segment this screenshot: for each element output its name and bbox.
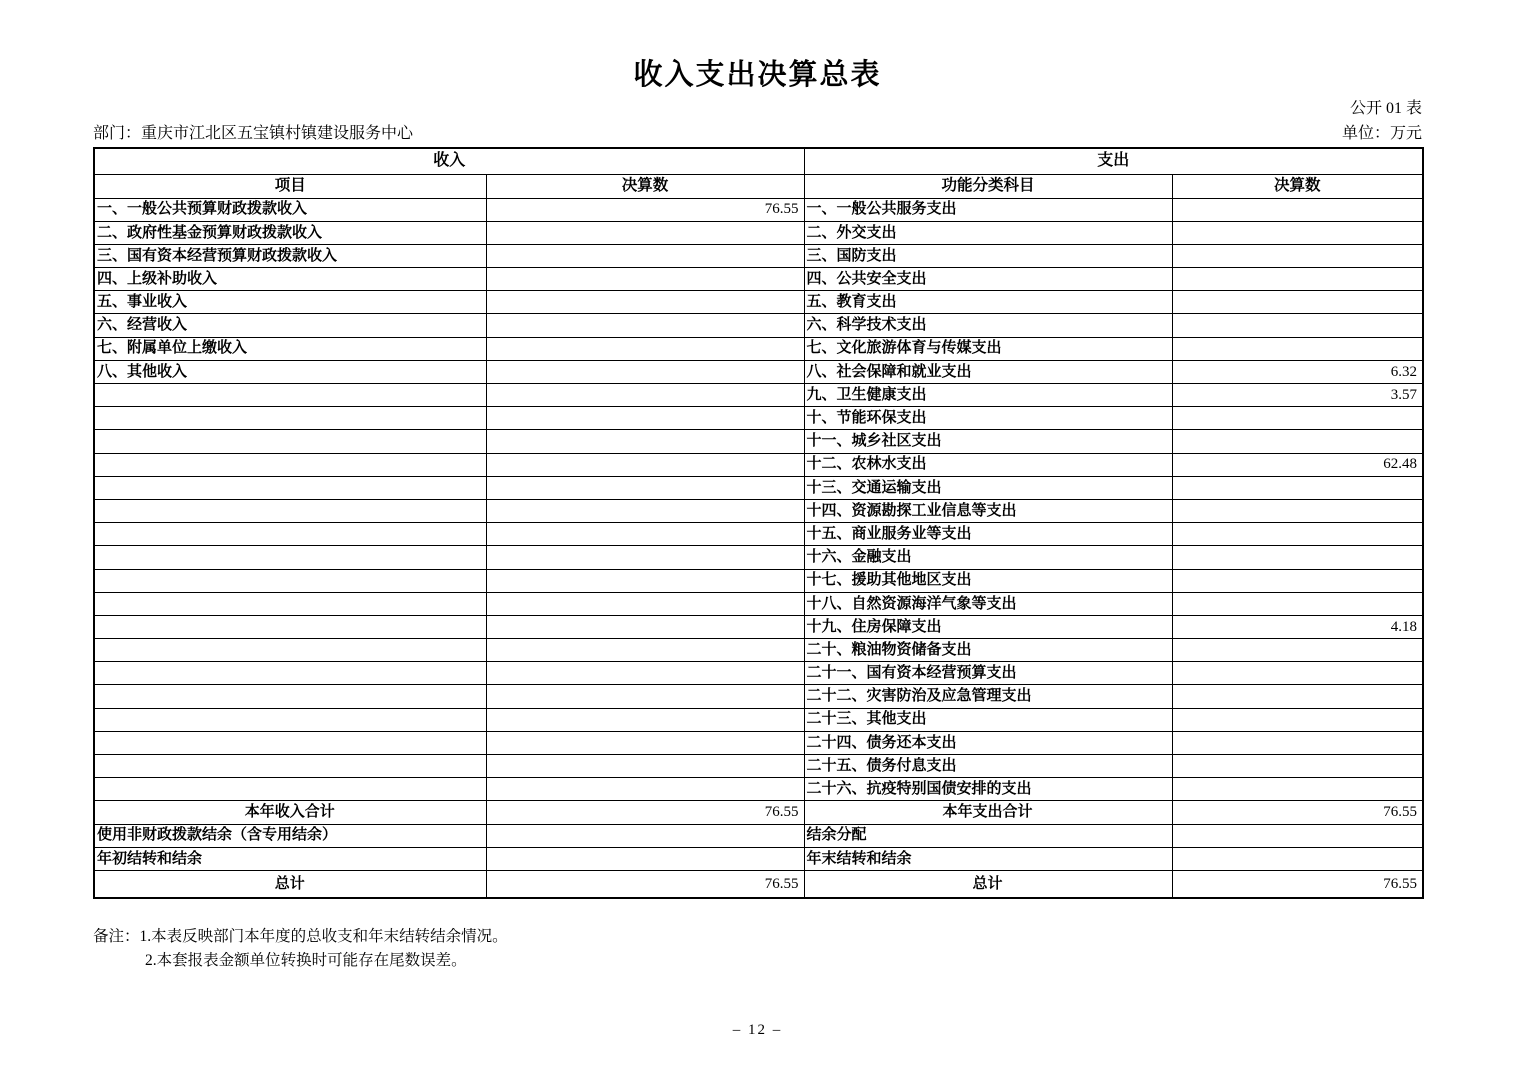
income-item-cell: 总计 xyxy=(94,870,486,898)
expense-value-cell xyxy=(1172,523,1423,546)
expense-value-cell xyxy=(1172,755,1423,778)
income-value-cell xyxy=(486,523,804,546)
table-row xyxy=(94,685,1423,708)
table-row xyxy=(94,453,1423,476)
expense-item-cell: 二十三、其他支出 xyxy=(804,708,1172,731)
table-row xyxy=(94,291,1423,314)
expense-value-cell xyxy=(1172,824,1423,847)
note-line xyxy=(93,925,508,949)
table-row xyxy=(94,337,1423,360)
income-value-cell xyxy=(486,639,804,662)
expense-value-cell xyxy=(1172,662,1423,685)
table-footer-row xyxy=(94,847,1423,870)
expense-value-cell xyxy=(1172,268,1423,291)
section-header-row xyxy=(94,148,1423,174)
table-row xyxy=(94,546,1423,569)
expense-value-cell: 6.32 xyxy=(1172,360,1423,383)
income-value-cell xyxy=(486,476,804,499)
income-value-cell xyxy=(486,615,804,638)
expense-item-cell: 十四、资源勘探工业信息等支出 xyxy=(804,499,1172,522)
table-row xyxy=(94,221,1423,244)
item-column-header: 项目 xyxy=(94,174,486,198)
income-amount-column-header: 决算数 xyxy=(486,174,804,198)
income-value-cell xyxy=(486,244,804,267)
note-text-1: 1.本表反映部门本年度的总收支和年末结转结余情况。 xyxy=(139,928,508,945)
income-item-cell xyxy=(94,384,486,407)
expense-value-cell: 62.48 xyxy=(1172,453,1423,476)
income-value-cell xyxy=(486,453,804,476)
expense-item-cell: 九、卫生健康支出 xyxy=(804,384,1172,407)
notes-block xyxy=(93,925,508,973)
column-header-row xyxy=(94,174,1423,198)
income-item-cell: 本年收入合计 xyxy=(94,801,486,824)
department-label: 部门：重庆市江北区五宝镇村镇建设服务中心 xyxy=(93,125,414,142)
income-value-cell xyxy=(486,407,804,430)
expense-item-cell: 十五、商业服务业等支出 xyxy=(804,523,1172,546)
expense-item-cell: 八、社会保障和就业支出 xyxy=(804,360,1172,383)
income-item-cell xyxy=(94,615,486,638)
expense-item-cell: 二十四、债务还本支出 xyxy=(804,731,1172,754)
table-row xyxy=(94,569,1423,592)
expense-item-cell: 十七、援助其他地区支出 xyxy=(804,569,1172,592)
expense-item-cell: 年末结转和结余 xyxy=(804,847,1172,870)
income-value-cell xyxy=(486,546,804,569)
table-body xyxy=(94,198,1423,898)
income-value-cell xyxy=(486,384,804,407)
income-value-cell xyxy=(486,592,804,615)
expense-value-cell xyxy=(1172,476,1423,499)
expense-value-cell xyxy=(1172,314,1423,337)
income-value-cell xyxy=(486,499,804,522)
income-item-cell xyxy=(94,546,486,569)
income-item-cell xyxy=(94,407,486,430)
expense-item-cell: 十三、交通运输支出 xyxy=(804,476,1172,499)
income-value-cell xyxy=(486,569,804,592)
table-row xyxy=(94,523,1423,546)
expense-value-cell: 4.18 xyxy=(1172,615,1423,638)
unit-label: 单位：万元 xyxy=(1341,125,1422,142)
budget-summary-table xyxy=(93,147,1424,899)
income-value-cell xyxy=(486,268,804,291)
expense-item-cell: 二十一、国有资本经营预算支出 xyxy=(804,662,1172,685)
income-value-cell xyxy=(486,291,804,314)
income-value-cell xyxy=(486,662,804,685)
income-item-cell xyxy=(94,476,486,499)
income-value-cell xyxy=(486,314,804,337)
page-title: 收入支出决算总表 xyxy=(633,59,882,91)
table-row xyxy=(94,268,1423,291)
expense-value-cell xyxy=(1172,847,1423,870)
expense-value-cell xyxy=(1172,407,1423,430)
income-item-cell xyxy=(94,731,486,754)
income-item-cell: 使用非财政拨款结余（含专用结余） xyxy=(94,824,486,847)
income-value-cell xyxy=(486,731,804,754)
expense-item-cell: 十二、农林水支出 xyxy=(804,453,1172,476)
income-value-cell: 76.55 xyxy=(486,198,804,221)
table-row xyxy=(94,430,1423,453)
page-number: – 12 – xyxy=(732,1022,783,1038)
expense-item-cell: 二十五、债务付息支出 xyxy=(804,755,1172,778)
income-item-cell: 六、经营收入 xyxy=(94,314,486,337)
expense-value-cell: 76.55 xyxy=(1172,801,1423,824)
expense-item-cell: 四、公共安全支出 xyxy=(804,268,1172,291)
table-row xyxy=(94,476,1423,499)
table-row xyxy=(94,755,1423,778)
table-row xyxy=(94,778,1423,801)
expense-item-cell: 二、外交支出 xyxy=(804,221,1172,244)
income-value-cell xyxy=(486,360,804,383)
table-footer-row xyxy=(94,801,1423,824)
table-row xyxy=(94,662,1423,685)
income-value-cell xyxy=(486,221,804,244)
expense-item-cell: 结余分配 xyxy=(804,824,1172,847)
expense-value-cell xyxy=(1172,778,1423,801)
expense-item-cell: 二十、粮油物资储备支出 xyxy=(804,639,1172,662)
income-item-cell xyxy=(94,778,486,801)
income-value-cell xyxy=(486,778,804,801)
table-row xyxy=(94,407,1423,430)
income-item-cell xyxy=(94,662,486,685)
income-item-cell: 年初结转和结余 xyxy=(94,847,486,870)
meta-row xyxy=(93,120,1422,143)
note-text-2: 2.本套报表金额单位转换时可能存在尾数误差。 xyxy=(145,952,467,970)
expense-item-cell: 二十六、抗疫特别国债安排的支出 xyxy=(804,778,1172,801)
income-item-cell: 一、一般公共预算财政拨款收入 xyxy=(94,198,486,221)
table-footer-row xyxy=(94,870,1423,898)
table-row xyxy=(94,708,1423,731)
expense-value-cell xyxy=(1172,198,1423,221)
income-item-cell: 三、国有资本经营预算财政拨款收入 xyxy=(94,244,486,267)
income-item-cell xyxy=(94,430,486,453)
income-item-cell: 五、事业收入 xyxy=(94,291,486,314)
table-row xyxy=(94,384,1423,407)
income-value-cell xyxy=(486,755,804,778)
table-row xyxy=(94,314,1423,337)
table-row xyxy=(94,615,1423,638)
expense-item-cell: 十六、金融支出 xyxy=(804,546,1172,569)
income-item-cell xyxy=(94,592,486,615)
table-row xyxy=(94,731,1423,754)
expense-value-cell: 3.57 xyxy=(1172,384,1423,407)
expense-item-cell: 本年支出合计 xyxy=(804,801,1172,824)
income-value-cell xyxy=(486,824,804,847)
expense-value-cell xyxy=(1172,592,1423,615)
expense-value-cell xyxy=(1172,244,1423,267)
expense-item-cell: 十九、住房保障支出 xyxy=(804,615,1172,638)
expense-value-cell: 76.55 xyxy=(1172,870,1423,898)
income-value-cell xyxy=(486,708,804,731)
income-item-cell xyxy=(94,755,486,778)
expense-value-cell xyxy=(1172,708,1423,731)
income-value-cell xyxy=(486,847,804,870)
expense-item-cell: 十、节能环保支出 xyxy=(804,407,1172,430)
income-item-cell xyxy=(94,523,486,546)
income-item-cell xyxy=(94,639,486,662)
expense-item-cell: 二十二、灾害防治及应急管理支出 xyxy=(804,685,1172,708)
expense-value-cell xyxy=(1172,221,1423,244)
income-item-cell xyxy=(94,569,486,592)
notes-label: 备注： xyxy=(93,928,140,945)
expense-amount-column-header: 决算数 xyxy=(1172,174,1423,198)
income-item-cell: 二、政府性基金预算财政拨款收入 xyxy=(94,221,486,244)
expense-value-cell xyxy=(1172,685,1423,708)
expense-value-cell xyxy=(1172,430,1423,453)
expense-value-cell xyxy=(1172,337,1423,360)
income-item-cell xyxy=(94,453,486,476)
table-row xyxy=(94,592,1423,615)
expense-value-cell xyxy=(1172,291,1423,314)
expense-value-cell xyxy=(1172,546,1423,569)
income-value-cell xyxy=(486,430,804,453)
income-item-cell: 八、其他收入 xyxy=(94,360,486,383)
income-item-cell: 四、上级补助收入 xyxy=(94,268,486,291)
expense-value-cell xyxy=(1172,731,1423,754)
table-footer-row xyxy=(94,824,1423,847)
table-code-label: 公开 01 表 xyxy=(1349,100,1422,117)
income-value-cell: 76.55 xyxy=(486,801,804,824)
note-line xyxy=(145,949,508,973)
expense-item-cell: 三、国防支出 xyxy=(804,244,1172,267)
expense-item-cell: 七、文化旅游体育与传媒支出 xyxy=(804,337,1172,360)
expenditure-section-header: 支出 xyxy=(804,148,1423,174)
income-item-cell xyxy=(94,499,486,522)
table-row xyxy=(94,244,1423,267)
income-value-cell xyxy=(486,685,804,708)
expense-item-cell: 十八、自然资源海洋气象等支出 xyxy=(804,592,1172,615)
table-row xyxy=(94,639,1423,662)
expense-item-cell: 一、一般公共服务支出 xyxy=(804,198,1172,221)
income-item-cell xyxy=(94,708,486,731)
expense-item-cell: 六、科学技术支出 xyxy=(804,314,1172,337)
expense-item-cell: 十一、城乡社区支出 xyxy=(804,430,1172,453)
expense-value-cell xyxy=(1172,569,1423,592)
expense-item-cell: 五、教育支出 xyxy=(804,291,1172,314)
income-section-header: 收入 xyxy=(94,148,804,174)
income-item-cell: 七、附属单位上缴收入 xyxy=(94,337,486,360)
functional-subject-column-header: 功能分类科目 xyxy=(804,174,1172,198)
expense-value-cell xyxy=(1172,499,1423,522)
table-row xyxy=(94,198,1423,221)
income-value-cell xyxy=(486,337,804,360)
income-item-cell xyxy=(94,685,486,708)
table-row xyxy=(94,499,1423,522)
expense-item-cell: 总计 xyxy=(804,870,1172,898)
table-row xyxy=(94,360,1423,383)
income-value-cell: 76.55 xyxy=(486,870,804,898)
expense-value-cell xyxy=(1172,639,1423,662)
